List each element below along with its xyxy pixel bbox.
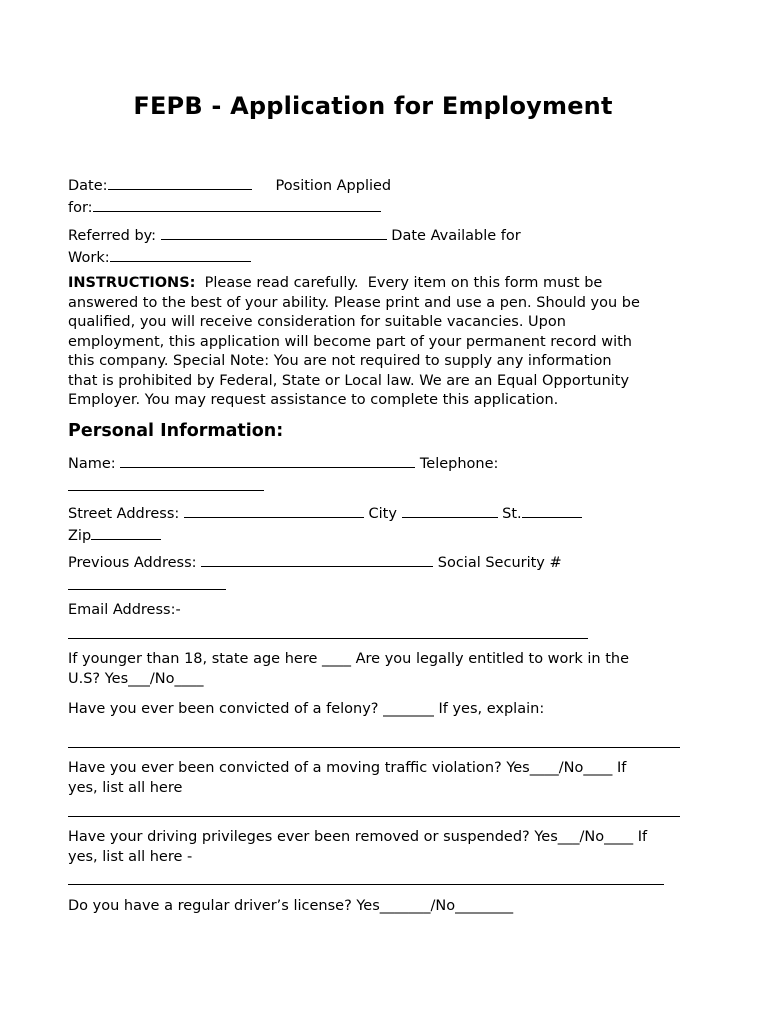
position-field[interactable] bbox=[93, 197, 381, 212]
previous-address-row bbox=[68, 552, 683, 574]
personal-info-heading: Personal Information: bbox=[68, 421, 284, 441]
instructions-line: that is prohibited by Federal, State or Local law. We are an Equal Opportunity bbox=[68, 372, 630, 389]
age-question-line: U.S? Yes___/No____ bbox=[68, 670, 204, 687]
street-field[interactable] bbox=[184, 503, 364, 518]
instructions-line: answered to the best of your ability. Please print and use a pen. Should you be bbox=[68, 294, 640, 311]
instructions-line: Employer. You may request assistance to complete this application. bbox=[68, 392, 559, 408]
email-field[interactable] bbox=[68, 638, 588, 639]
instructions-line: this company. Special Note: You are not required to supply any information bbox=[68, 353, 612, 369]
instructions-line: qualified, you will receive consideration for suitable vacancies. Upon bbox=[68, 314, 566, 330]
ssn-field[interactable] bbox=[68, 589, 226, 590]
instructions-line: employment, this application will become part of your permanent record with bbox=[68, 333, 632, 350]
instructions-label: INSTRUCTIONS: bbox=[68, 275, 196, 291]
name-field[interactable] bbox=[120, 453, 415, 468]
driving-question-line: Have your driving privileges ever been removed or suspended? Yes___/No____ If bbox=[68, 829, 648, 845]
date-available-field[interactable] bbox=[110, 247, 251, 262]
date-field[interactable] bbox=[108, 175, 252, 190]
referred-row bbox=[68, 225, 683, 268]
zip-label: Zip bbox=[68, 527, 92, 544]
traffic-question bbox=[68, 759, 683, 798]
age-question-line: If younger than 18, state age here ____ Are you legally entitled to work in the bbox=[68, 651, 629, 667]
city-label: City bbox=[368, 506, 397, 522]
instructions bbox=[68, 274, 683, 411]
traffic-list-field[interactable] bbox=[68, 816, 680, 817]
position-label-cont: for: bbox=[68, 199, 93, 216]
state-field[interactable] bbox=[522, 503, 582, 518]
name-label: Name: bbox=[68, 456, 116, 472]
city-field[interactable] bbox=[402, 503, 498, 518]
previous-address-field[interactable] bbox=[201, 552, 433, 567]
email-label: Email Address:- bbox=[68, 602, 181, 618]
date-position-row bbox=[68, 175, 683, 218]
felony-question-line: Have you ever been convicted of a felony? _______ If yes, explain: bbox=[68, 701, 545, 717]
driving-question bbox=[68, 828, 683, 867]
telephone-field[interactable] bbox=[68, 490, 264, 491]
address-row bbox=[68, 503, 683, 546]
driving-list-field[interactable] bbox=[68, 884, 664, 885]
street-label: Street Address: bbox=[68, 506, 180, 522]
referred-label: Referred by: bbox=[68, 228, 157, 244]
zip-field[interactable] bbox=[91, 525, 161, 540]
name-row bbox=[68, 453, 683, 475]
traffic-question-line: Have you ever been convicted of a moving traffic violation? Yes____/No____ If bbox=[68, 760, 627, 776]
ssn-label: Social Security # bbox=[437, 555, 562, 571]
license-question bbox=[68, 897, 683, 917]
date-label: Date: bbox=[68, 178, 108, 194]
traffic-question-line: yes, list all here bbox=[68, 779, 183, 796]
driving-question-line: yes, list all here - bbox=[68, 848, 193, 865]
date-available-label: Date Available for bbox=[391, 228, 521, 244]
page-title: FEPB - Application for Employment bbox=[133, 92, 613, 120]
felony-question bbox=[68, 700, 683, 720]
position-label: Position Applied bbox=[275, 178, 392, 194]
age-question bbox=[68, 650, 683, 689]
felony-explain-field[interactable] bbox=[68, 747, 680, 748]
telephone-label: Telephone: bbox=[419, 456, 499, 472]
date-available-cont: Work: bbox=[68, 249, 110, 266]
instructions-line: Please read carefully. Every item on this form must be bbox=[195, 275, 603, 291]
email-row bbox=[68, 601, 683, 621]
previous-address-label: Previous Address: bbox=[68, 555, 197, 571]
referred-field[interactable] bbox=[161, 225, 387, 240]
license-question-line: Do you have a regular driver’s license? Yes_______/No________ bbox=[68, 898, 514, 914]
state-label: St. bbox=[502, 506, 522, 522]
